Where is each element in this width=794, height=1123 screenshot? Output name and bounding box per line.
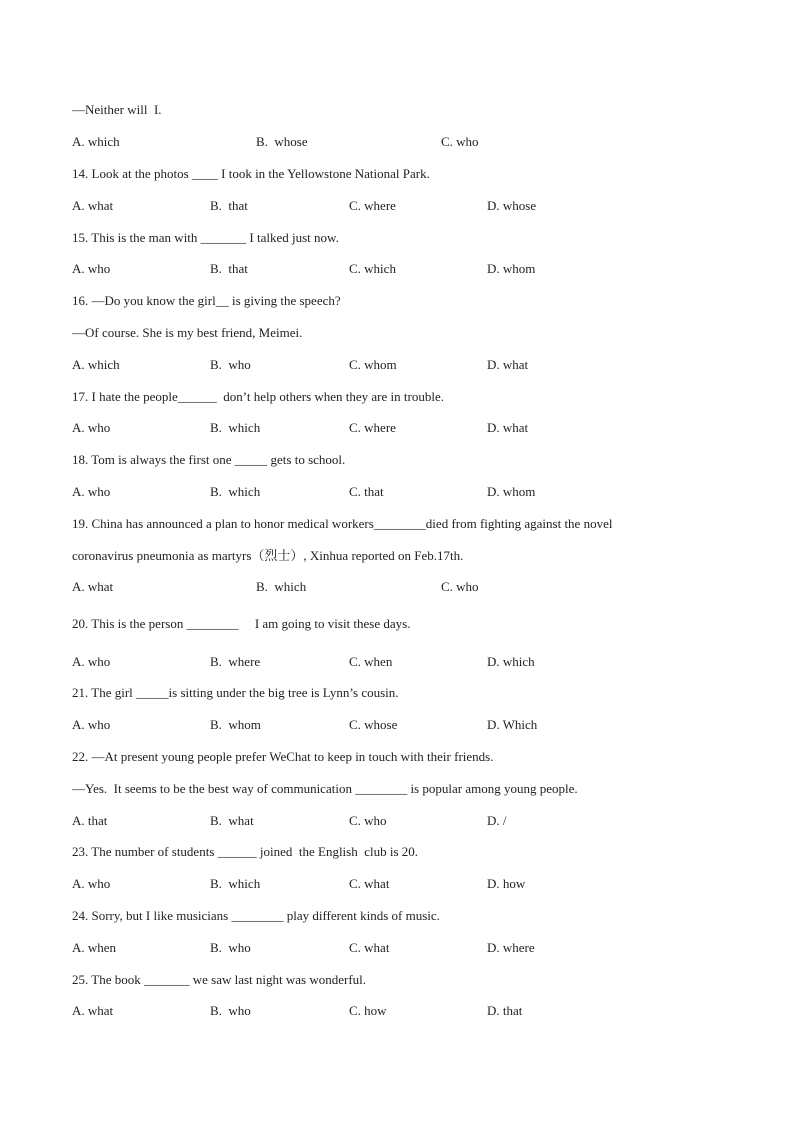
option-c: C. how [349,1003,387,1018]
option-c: C. who [349,813,387,828]
option-d: D. whom [487,261,536,276]
option-a: A. who [72,876,111,891]
option-b: B. which [210,420,261,435]
question-25: 25. The book _______ we saw last night was wonderful. [72,972,367,987]
option-d: D. how [487,876,526,891]
option-b: B. which [210,876,261,891]
option-d: D. what [487,420,529,435]
q13-options [72,134,732,150]
option-a: A. who [72,654,111,669]
question-18: 18. Tom is always the first one _____ gets to school. [72,452,346,467]
option-d: D. / [487,813,507,828]
option-c: C. what [349,876,390,891]
option-b: B. what [210,813,254,828]
option-d: D. whom [487,484,536,499]
option-d: D. what [487,357,529,372]
option-b: B. who [210,357,251,372]
q17-options [72,420,732,436]
option-a: A. who [72,261,111,276]
option-c: C. what [349,940,390,955]
option-a: A. what [72,579,114,594]
option-c: C. whose [349,717,398,732]
option-c: C. when [349,654,393,669]
option-d: D. whose [487,198,537,213]
q23-options [72,876,732,892]
q18-options [72,484,732,500]
option-a: A. what [72,198,114,213]
option-b: B. who [210,940,251,955]
question-14: 14. Look at the photos ____ I took in the Yellowstone National Park. [72,166,430,181]
option-b: B. which [256,579,307,594]
option-b: B. whom [210,717,261,732]
option-b: B. that [210,261,248,276]
option-a: A. which [72,134,120,149]
question-20: 20. This is the person ________ I am going to visit these days. [72,616,411,631]
option-a: A. when [72,940,117,955]
option-c: C. who [441,134,479,149]
option-d: D. Which [487,717,538,732]
option-d: D. where [487,940,535,955]
question-22: 22. —At present young people prefer WeChat to keep in touch with their friends. [72,749,494,764]
question-19-continued: coronavirus pneumonia as martyrs（烈士）, Xinhua reported on Feb.17th. [72,548,464,563]
option-a: A. which [72,357,120,372]
question-15: 15. This is the man with _______ I talked just now. [72,230,339,245]
q21-options [72,717,732,733]
q13-answer-line: —Neither will I. [72,102,162,117]
option-a: A. who [72,717,111,732]
q25-options [72,1003,732,1019]
q15-options [72,261,732,277]
option-b: B. where [210,654,261,669]
option-c: C. which [349,261,396,276]
option-b: B. that [210,198,248,213]
question-19: 19. China has announced a plan to honor medical workers________died from fighting against the novel [72,516,613,531]
option-a: A. who [72,484,111,499]
option-b: B. which [210,484,261,499]
question-23: 23. The number of students ______ joined the English club is 20. [72,844,419,859]
question-16: 16. —Do you know the girl__ is giving the speech? [72,293,341,308]
q19-options [72,579,732,595]
question-16-reply: —Of course. She is my best friend, Meimei. [72,325,303,340]
option-a: A. what [72,1003,114,1018]
option-a: A. who [72,420,111,435]
question-21: 21. The girl _____is sitting under the big tree is Lynn’s cousin. [72,685,399,700]
q20-options [72,654,732,670]
option-c: C. who [441,579,479,594]
option-c: C. where [349,420,396,435]
option-a: A. that [72,813,108,828]
option-c: C. where [349,198,396,213]
option-d: D. which [487,654,535,669]
q14-options [72,198,732,214]
q22-options [72,813,732,829]
option-c: C. that [349,484,384,499]
question-22-reply: —Yes. It seems to be the best way of communication ________ is popular among young people. [72,781,578,796]
option-c: C. whom [349,357,397,372]
question-17: 17. I hate the people______ don’t help others when they are in trouble. [72,389,444,404]
question-24: 24. Sorry, but I like musicians ________ play different kinds of music. [72,908,440,923]
option-b: B. who [210,1003,251,1018]
option-d: D. that [487,1003,523,1018]
option-b: B. whose [256,134,308,149]
q24-options [72,940,732,956]
q16-options [72,357,732,373]
